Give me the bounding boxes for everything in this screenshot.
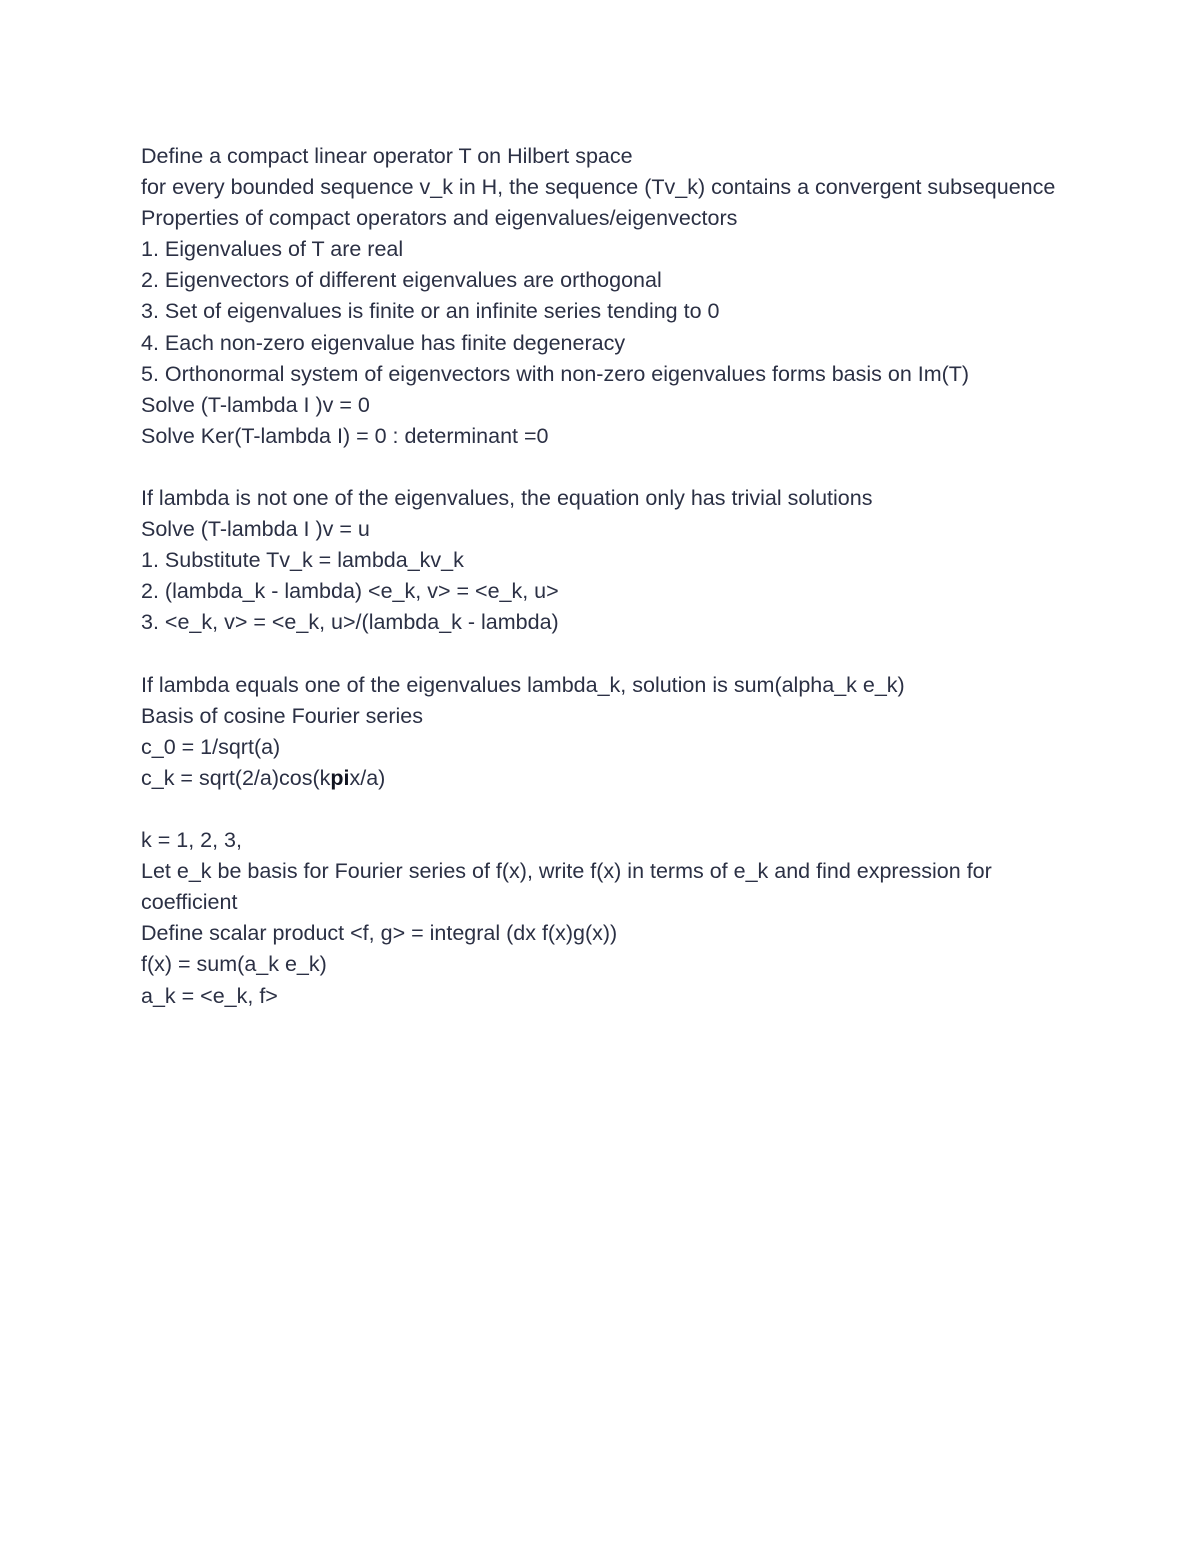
formula-text: c_k = sqrt(2/a)cos(k	[141, 765, 331, 790]
notes-body	[141, 141, 1061, 1012]
text-line: Basis of cosine Fourier series	[141, 703, 423, 728]
text-line: Solve (T-lambda I )v = u	[141, 517, 370, 542]
formula-text: x/a)	[349, 765, 386, 790]
formula-bold-text: pi	[330, 765, 350, 790]
list-item: 2. (lambda_k - lambda) <e_k, v> = <e_k, u>	[141, 579, 559, 604]
blank-line	[141, 452, 1061, 483]
text-line: Solve Ker(T-lambda I) = 0 : determinant =0	[141, 423, 549, 448]
text-line: c_0 = 1/sqrt(a)	[141, 734, 281, 759]
text-line: Define a compact linear operator T on Hilbert space	[141, 144, 633, 168]
text-line: k = 1, 2, 3,	[141, 828, 242, 853]
text-line: for every bounded sequence v_k in H, the sequence (Tv_k) contains a convergent subsequence	[141, 175, 1056, 200]
text-line: f(x) = sum(a_k e_k)	[141, 952, 327, 977]
text-line: Define scalar product <f, g> = integral (dx f(x)g(x))	[141, 921, 618, 946]
list-item: 4. Each non-zero eigenvalue has finite degeneracy	[141, 330, 626, 355]
text-line: Properties of compact operators and eigenvalues/eigenvectors	[141, 206, 738, 231]
list-item: 1. Substitute Tv_k = lambda_kv_k	[141, 548, 464, 573]
list-item: 3. <e_k, v> = <e_k, u>/(lambda_k - lambda)	[141, 610, 559, 635]
blank-line	[141, 639, 1061, 670]
text-line: Solve (T-lambda I )v = 0	[141, 392, 370, 417]
list-item: 5. Orthonormal system of eigenvectors with non-zero eigenvalues forms basis on Im(T)	[141, 361, 970, 386]
text-line: If lambda is not one of the eigenvalues, the equation only has trivial solutions	[141, 486, 873, 511]
list-item: 2. Eigenvectors of different eigenvalues are orthogonal	[141, 268, 662, 293]
text-line: If lambda equals one of the eigenvalues lambda_k, solution is sum(alpha_k e_k)	[141, 672, 905, 697]
text-line: Let e_k be basis for Fourier series of f(x), write f(x) in terms of e_k and find expression for coefficient	[141, 859, 998, 915]
list-item: 1. Eigenvalues of T are real	[141, 237, 404, 262]
blank-line	[141, 794, 1061, 825]
formula-line	[141, 763, 1061, 794]
text-line: a_k = <e_k, f>	[141, 983, 278, 1008]
list-item: 3. Set of eigenvalues is finite or an infinite series tending to 0	[141, 299, 720, 324]
